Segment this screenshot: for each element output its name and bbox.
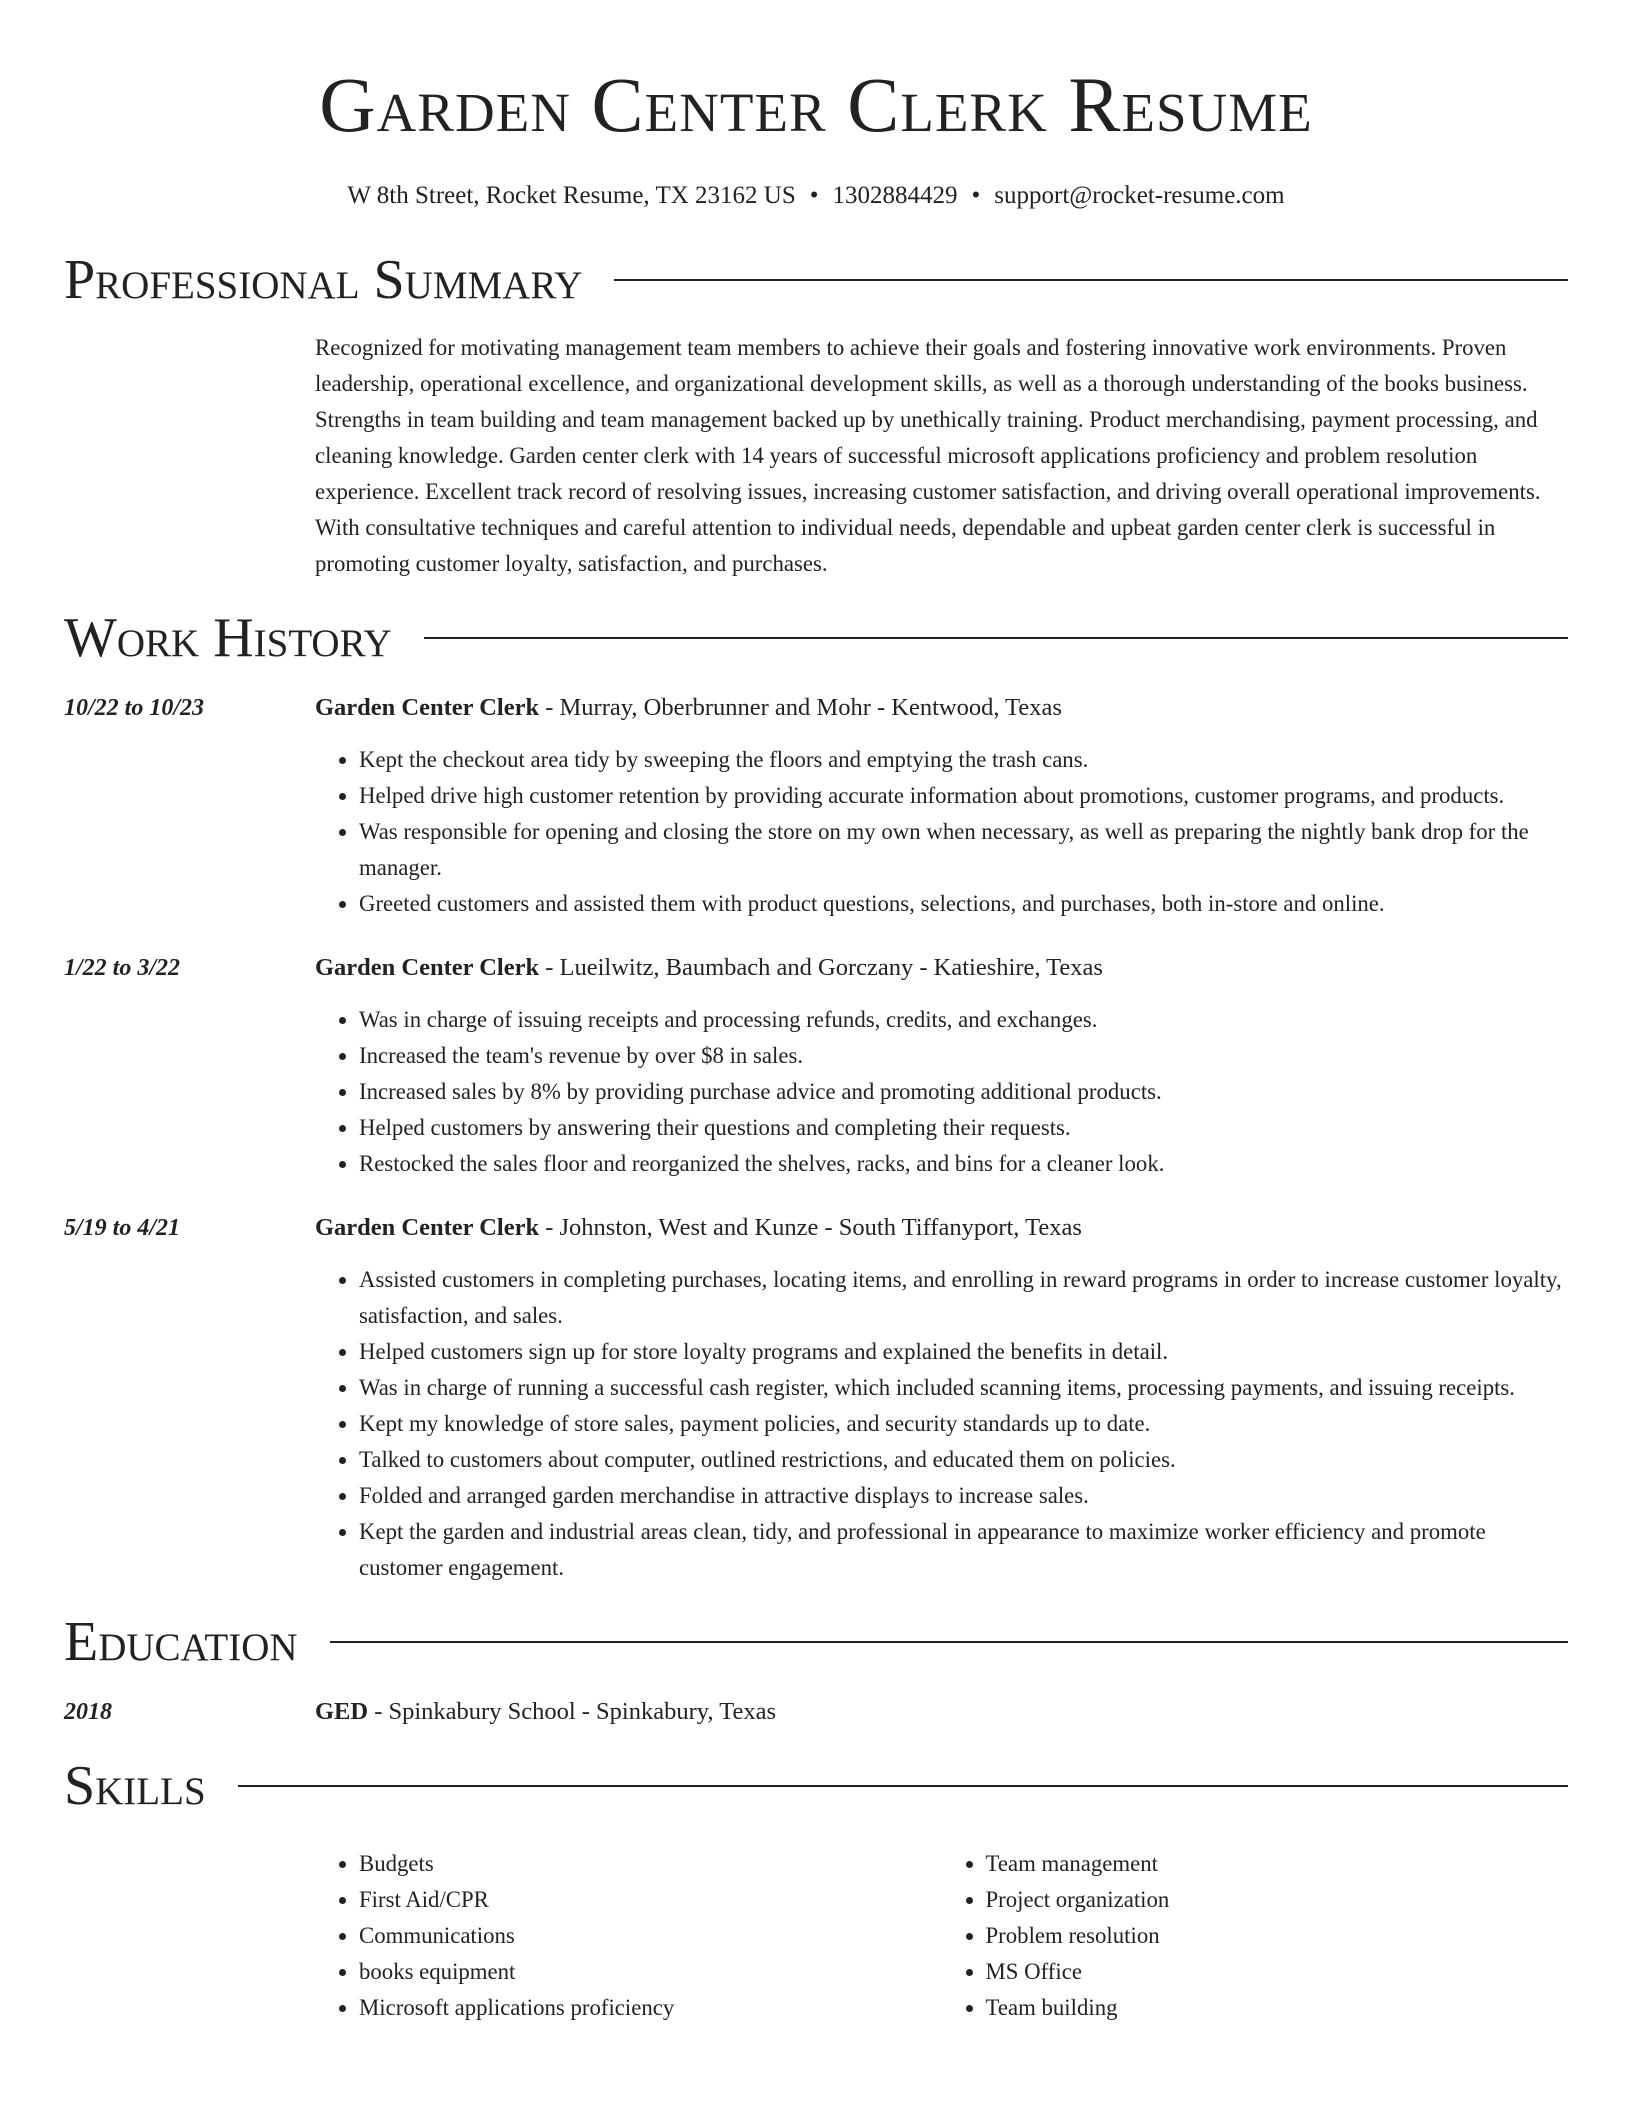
education-section <box>64 1608 1568 1730</box>
education-heading: Education <box>64 1611 298 1673</box>
education-dates: 2018 <box>64 1699 112 1725</box>
skill-item: • Microsoft applications proficiency <box>359 1990 942 2026</box>
skill-item: • Budgets <box>359 1846 942 1882</box>
bullet-item: • Kept my knowledge of store sales, payment policies, and security standards up to date. <box>359 1406 1568 1442</box>
work-title <box>315 690 1568 726</box>
work-entry-body <box>315 950 1568 1182</box>
skill-item: • Team management <box>986 1846 1569 1882</box>
skills-grid <box>315 1846 1568 2026</box>
skills-section <box>64 1752 1568 2026</box>
bullet-item: • Kept the garden and industrial areas clean, tidy, and professional in appearance to maximize worker efficiency and promote customer engagement. <box>359 1514 1568 1586</box>
section-divider <box>238 1785 1568 1787</box>
section-divider <box>330 1641 1568 1643</box>
skills-heading: Skills <box>64 1755 206 1817</box>
skill-item: • Communications <box>359 1918 942 1954</box>
summary-heading: Professional Summary <box>64 249 583 311</box>
contact-separator: • <box>809 182 819 209</box>
bullet-item: • Assisted customers in completing purchases, locating items, and enrolling in reward programs in order to increase customer loyalty, satisfaction, and sales. <box>359 1262 1568 1334</box>
skills-column-left <box>315 1846 942 2026</box>
job-role: Garden Center Clerk <box>315 1214 540 1241</box>
education-details: - Spinkabury School - Spinkabury, Texas <box>368 1698 777 1725</box>
summary-header <box>64 246 1568 314</box>
skill-item: • Project organization <box>986 1882 1569 1918</box>
bullet-item: • Helped customers sign up for store loyalty programs and explained the benefits in detail. <box>359 1334 1568 1370</box>
work-entry-body <box>315 690 1568 922</box>
education-entry-body <box>315 1694 1568 1730</box>
work-entry-body <box>315 1210 1568 1586</box>
work-entry <box>64 690 1568 922</box>
section-divider <box>424 637 1568 639</box>
education-title <box>315 1694 1568 1730</box>
skill-item: • Problem resolution <box>986 1918 1569 1954</box>
work-title <box>315 1210 1568 1246</box>
education-entry <box>64 1694 1568 1730</box>
education-header <box>64 1608 1568 1676</box>
bullet-item: • Increased sales by 8% by providing purchase advice and promoting additional products. <box>359 1074 1568 1110</box>
resume-page <box>64 0 1568 2026</box>
work-dates: 5/19 to 4/21 <box>64 1215 181 1241</box>
job-details: - Lueilwitz, Baumbach and Gorczany - Katieshire, Texas <box>539 954 1103 981</box>
work-entry <box>64 950 1568 1182</box>
work-history-list <box>64 690 1568 1586</box>
bullet-item: • Talked to customers about computer, outlined restrictions, and educated them on policies. <box>359 1442 1568 1478</box>
bullet-item: • Helped customers by answering their questions and completing their requests. <box>359 1110 1568 1146</box>
education-list <box>64 1694 1568 1730</box>
work-history-header <box>64 604 1568 672</box>
resume-title: Garden Center Clerk Resume <box>319 61 1313 148</box>
bullet-item: • Helped drive high customer retention by providing accurate information about promotions, customer programs, and products. <box>359 778 1568 814</box>
work-dates: 1/22 to 3/22 <box>64 955 181 981</box>
bullet-item: • Restocked the sales floor and reorganized the shelves, racks, and bins for a cleaner look. <box>359 1146 1568 1182</box>
skills-header <box>64 1752 1568 1820</box>
contact-address: W 8th Street, Rocket Resume, TX 23162 US <box>347 182 796 209</box>
work-history-heading: Work History <box>64 607 392 669</box>
job-details: - Johnston, West and Kunze - South Tiffanyport, Texas <box>539 1214 1082 1241</box>
work-bullets <box>315 1002 1568 1182</box>
job-role: Garden Center Clerk <box>315 954 540 981</box>
skills-column-right <box>942 1846 1569 2026</box>
bullet-item: • Was responsible for opening and closing the store on my own when necessary, as well as preparing the nightly bank drop for the manager. <box>359 814 1568 886</box>
bullet-item: • Was in charge of running a successful cash register, which included scanning items, processing payments, and issuing receipts. <box>359 1370 1568 1406</box>
summary-text: Recognized for motivating management team members to achieve their goals and fostering innovative work environments. Proven leadership, operational excellence, and organizational development skills, as well as a thorough understanding of the books business. Strengths in team building and team management backed up by unethically training. Product merchandising, payment processing, and cleaning knowledge. Garden center clerk with 14 years of successful microsoft applications proficiency and problem resolution experience. Excellent track record of resolving issues, increasing customer satisfaction, and driving overall operational improvements. With consultative techniques and careful attention to individual needs, dependable and upbeat garden center clerk is successful in promoting customer loyalty, satisfaction, and purchases. <box>315 335 1541 576</box>
contact-phone: 1302884429 <box>832 182 958 209</box>
skill-item: • books equipment <box>359 1954 942 1990</box>
work-bullets <box>315 742 1568 922</box>
work-title <box>315 950 1568 986</box>
job-role: Garden Center Clerk <box>315 694 540 721</box>
bullet-item: • Was in charge of issuing receipts and processing refunds, credits, and exchanges. <box>359 1002 1568 1038</box>
contact-email: support@rocket-resume.com <box>994 182 1285 209</box>
work-history-section <box>64 604 1568 1586</box>
summary-section <box>64 246 1568 582</box>
skill-item: • Team building <box>986 1990 1569 2026</box>
bullet-item: • Kept the checkout area tidy by sweeping the floors and emptying the trash cans. <box>359 742 1568 778</box>
work-entry <box>64 1210 1568 1586</box>
bullet-item: • Greeted customers and assisted them with product questions, selections, and purchases, both in-store and online. <box>359 886 1568 922</box>
skill-item: • First Aid/CPR <box>359 1882 942 1918</box>
skill-item: • MS Office <box>986 1954 1569 1990</box>
job-details: - Murray, Oberbrunner and Mohr - Kentwood, Texas <box>539 694 1062 721</box>
section-divider <box>614 279 1568 281</box>
bullet-item: • Increased the team's revenue by over $8 in sales. <box>359 1038 1568 1074</box>
contact-line <box>64 180 1568 212</box>
work-bullets <box>315 1262 1568 1586</box>
education-degree: GED <box>315 1698 369 1725</box>
work-dates: 10/22 to 10/23 <box>64 695 205 721</box>
bullet-item: • Folded and arranged garden merchandise in attractive displays to increase sales. <box>359 1478 1568 1514</box>
contact-separator: • <box>971 182 981 209</box>
